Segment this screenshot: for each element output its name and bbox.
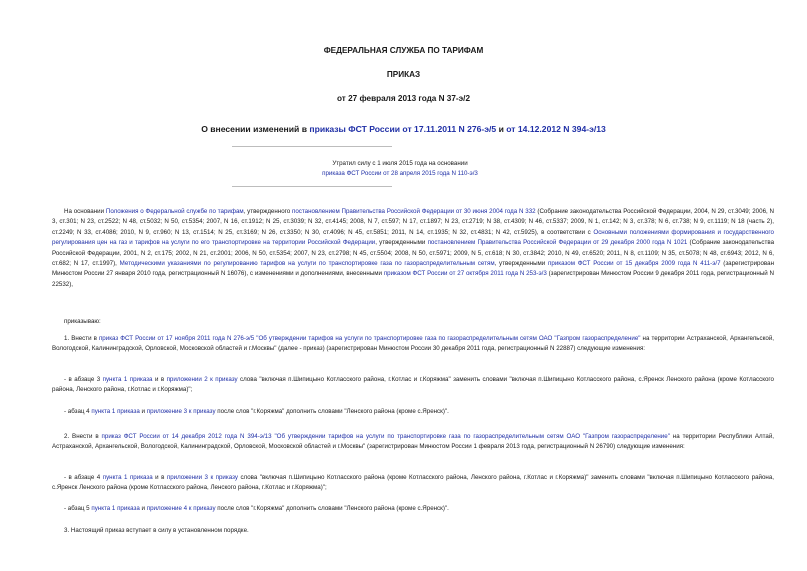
item2-link[interactable]: приказ ФСТ России от 14 декабря 2012 года N 394-э/13 "Об утверждении тарифов на услуги по транспортировке газа по газораспределительным сетям ОАО "Газпром газораспределение" bbox=[101, 433, 670, 440]
preamble-text: (Собрание законодательства Российской Федерации, 2004, N 29, ст.3049; 2006, N 3, ст.301; N 23, ст.2522; N 48, ст.5032; N 50, ст.5354; 2007, N 16, ст.1912; N 25, ст.3039; N 32, ст.4145; 2008, N 7, ст.597; N 17, ст.1897; N 23, ст.2719; N 38, ст.4309; N 46, ст.5337; 2009, N 1, ст.142; N 3, ст.378; N 6, ст.738; N 9, ст.1119; N 18 (часть 2), ст.2249; N 33, ст.4086; 2010, N 9, ст.960; N 13, ст.1514; N 25, ст.3169; N 26, ст.3350; N 30, ст.4096; N 45, ст.5851; 2011, N 14, ст.1935; N 32, ст.4831; N 42, ст.5925), в соответствии с bbox=[52, 208, 774, 236]
divider-top bbox=[232, 146, 392, 147]
preamble-link[interactable]: приказом ФСТ России от 15 декабря 2009 года N 411-э/7 bbox=[548, 260, 721, 268]
divider-bottom bbox=[232, 186, 392, 187]
item2a-text: - в абзаце 4 bbox=[64, 474, 103, 481]
subject-prefix: О внесении изменений в bbox=[201, 124, 310, 134]
item1-text: 1. Внести в bbox=[64, 335, 99, 342]
preamble-text: (Собрание законодательства Российской Федерации, 2001, N 2, ст.175; 2002, N 21, ст.2001; 2006, N 50, ст.5354; 2007, N 23, ст.2798; N 45, ст.5504; 2008, N 50, ст.5971; 2009, N 5, ст.618; N 30, ст.3842; 2010, N 49, ст.6520; 2011, N 8, ст.1109; N 35, ст.5078; N 48, ст.6943; 2012, N 6, ст.682; N 17, ст.1997), bbox=[52, 239, 775, 268]
item1b-link[interactable]: приложение 3 к приказу bbox=[146, 408, 216, 415]
preamble-link[interactable]: Положения о Федеральной службе по тарифам bbox=[105, 208, 244, 215]
preamble-text: , утвержденными bbox=[375, 239, 428, 247]
subject-middle: и bbox=[496, 124, 507, 134]
item-1 bbox=[52, 334, 774, 355]
item1a-text: - в абзаце 3 bbox=[64, 376, 103, 383]
preamble-text: На основании bbox=[64, 208, 106, 215]
document-type: ПРИКАЗ bbox=[386, 70, 421, 79]
preamble-text: , утвержденными bbox=[494, 260, 549, 268]
item2a-text: и в bbox=[152, 474, 167, 481]
item2b-text: и bbox=[139, 505, 147, 512]
item1b-text: и bbox=[139, 408, 147, 415]
item2-text: 2. Внести в bbox=[64, 433, 102, 440]
item2a-text: слова "включая п.Шипицыно Котласского района (кроме Котласского района, Ленского района, г.Котлас и г.Коряжма)" заменить словами "включая п.Шипицыно Котласского района, с.Яренск Ленского района (кроме Котласского района, Ленского района, г.Котлас и г.Коряжма)"; bbox=[52, 474, 774, 492]
document-subject bbox=[0, 124, 807, 134]
item2a-link[interactable]: пункта 1 приказа bbox=[102, 474, 153, 481]
item-2 bbox=[52, 432, 774, 453]
item-1-sub-a bbox=[52, 375, 774, 396]
item1a-link[interactable]: пункта 1 приказа bbox=[102, 376, 153, 383]
status-note-text: Утратил силу с 1 июля 2015 года на основании bbox=[332, 160, 468, 167]
status-note bbox=[250, 159, 550, 179]
item2b-text: - абзац 5 bbox=[64, 505, 92, 512]
item2-text: на территории Республики Алтай, Астраханской, Архангельской, Вологодской, Калининградской, Орловской, Московской областей и г.Москвы" (зарегистрирован Минюстом России 1 февраля 2013 года, регистрационный N 26790) следующие изменения: bbox=[52, 433, 774, 451]
item1a-text: и в bbox=[152, 376, 167, 383]
item1-text: на территории Астраханской, Архангельской, Вологодской, Калининградской, Орловской, Московской областей и г.Москвы" (далее - приказ) (зарегистрирован Минюстом России 30 декабря 2011 года, регистрационный N 22887) следующие изменения: bbox=[52, 335, 775, 353]
preamble-link[interactable]: приказом ФСТ России от 27 октября 2011 года N 253-э/3 bbox=[383, 270, 547, 278]
preamble-text: , утвержденного bbox=[243, 208, 292, 215]
item-1-sub-b bbox=[52, 407, 774, 417]
subject-link-order-394[interactable]: от 14.12.2012 N 394-э/13 bbox=[506, 124, 606, 134]
item1a-link[interactable]: приложении 2 к приказу bbox=[166, 376, 238, 383]
subject-link-order-276[interactable]: приказы ФСТ России от 17.11.2011 N 276-э/5 bbox=[309, 124, 497, 134]
item2b-text: после слов "г.Коряжма" дополнить словами "Ленского района (кроме с.Яренск)". bbox=[215, 505, 449, 512]
item2a-link[interactable]: приложении 3 к приказу bbox=[166, 474, 238, 481]
document-date-number: от 27 февраля 2013 года N 37-э/2 bbox=[337, 94, 470, 103]
item1b-text: после слов "г.Коряжма" дополнить словами "Ленского района (кроме с.Яренск)". bbox=[215, 408, 449, 415]
preamble-link[interactable]: постановлением Правительства Российской Федерации от 29 декабря 2000 года N 1021 bbox=[427, 239, 688, 247]
item2b-link[interactable]: пункта 1 приказа bbox=[91, 505, 140, 512]
order-word: приказываю: bbox=[64, 318, 101, 325]
item-2-sub-a bbox=[52, 473, 774, 494]
preamble-paragraph bbox=[52, 207, 774, 290]
item1b-text: - абзац 4 bbox=[64, 408, 92, 415]
item1a-text: слова "включая п.Шипицыно Котласского района, г.Котлас и г.Коряжма" заменить словами "включая п.Шипицыно Котласского района, с.Яренск Ленского района (кроме Котласского района, Ленского района, г.Котлас и г.Коряжма)"; bbox=[52, 376, 774, 394]
preamble-link[interactable]: Основными положениями формирования и государственного регулирования цен на газ и тарифов на услуги по его транспортировке на территории Российской Федерации bbox=[52, 228, 774, 247]
status-note-link[interactable]: приказа ФСТ России от 28 апреля 2015 года N 110-э/3 bbox=[322, 170, 478, 177]
preamble-link[interactable]: постановлением Правительства Российской Федерации от 30 июня 2004 года N 332 bbox=[292, 208, 536, 215]
preamble-text: (зарегистрирован Минюстом России 9 декабря 2011 года, регистрационный N 22532), bbox=[52, 270, 775, 288]
agency-title: ФЕДЕРАЛЬНАЯ СЛУЖБА ПО ТАРИФАМ bbox=[323, 46, 484, 55]
item-3: 3. Настоящий приказ вступает в силу в установленном порядке. bbox=[64, 527, 249, 534]
preamble-link[interactable]: Методическими указаниями по регулированию тарифов на услуги по транспортировке газа по газораспределительным сетям bbox=[119, 260, 495, 268]
item-2-sub-b bbox=[52, 504, 774, 514]
item1-link[interactable]: приказ ФСТ России от 17 ноября 2011 года N 276-э/5 "Об утверждении тарифов на услуги по транспортировке газа по газораспределительным сетям ОАО "Газпром газораспределение" bbox=[98, 335, 641, 342]
item1b-link[interactable]: пункта 1 приказа bbox=[91, 408, 140, 415]
preamble-text: (зарегистрирован Минюстом России 27 января 2010 года, регистрационный N 16076), с изменениями и дополнениями, внесенными bbox=[52, 260, 774, 278]
item2b-link[interactable]: приложение 4 к приказу bbox=[146, 505, 216, 512]
